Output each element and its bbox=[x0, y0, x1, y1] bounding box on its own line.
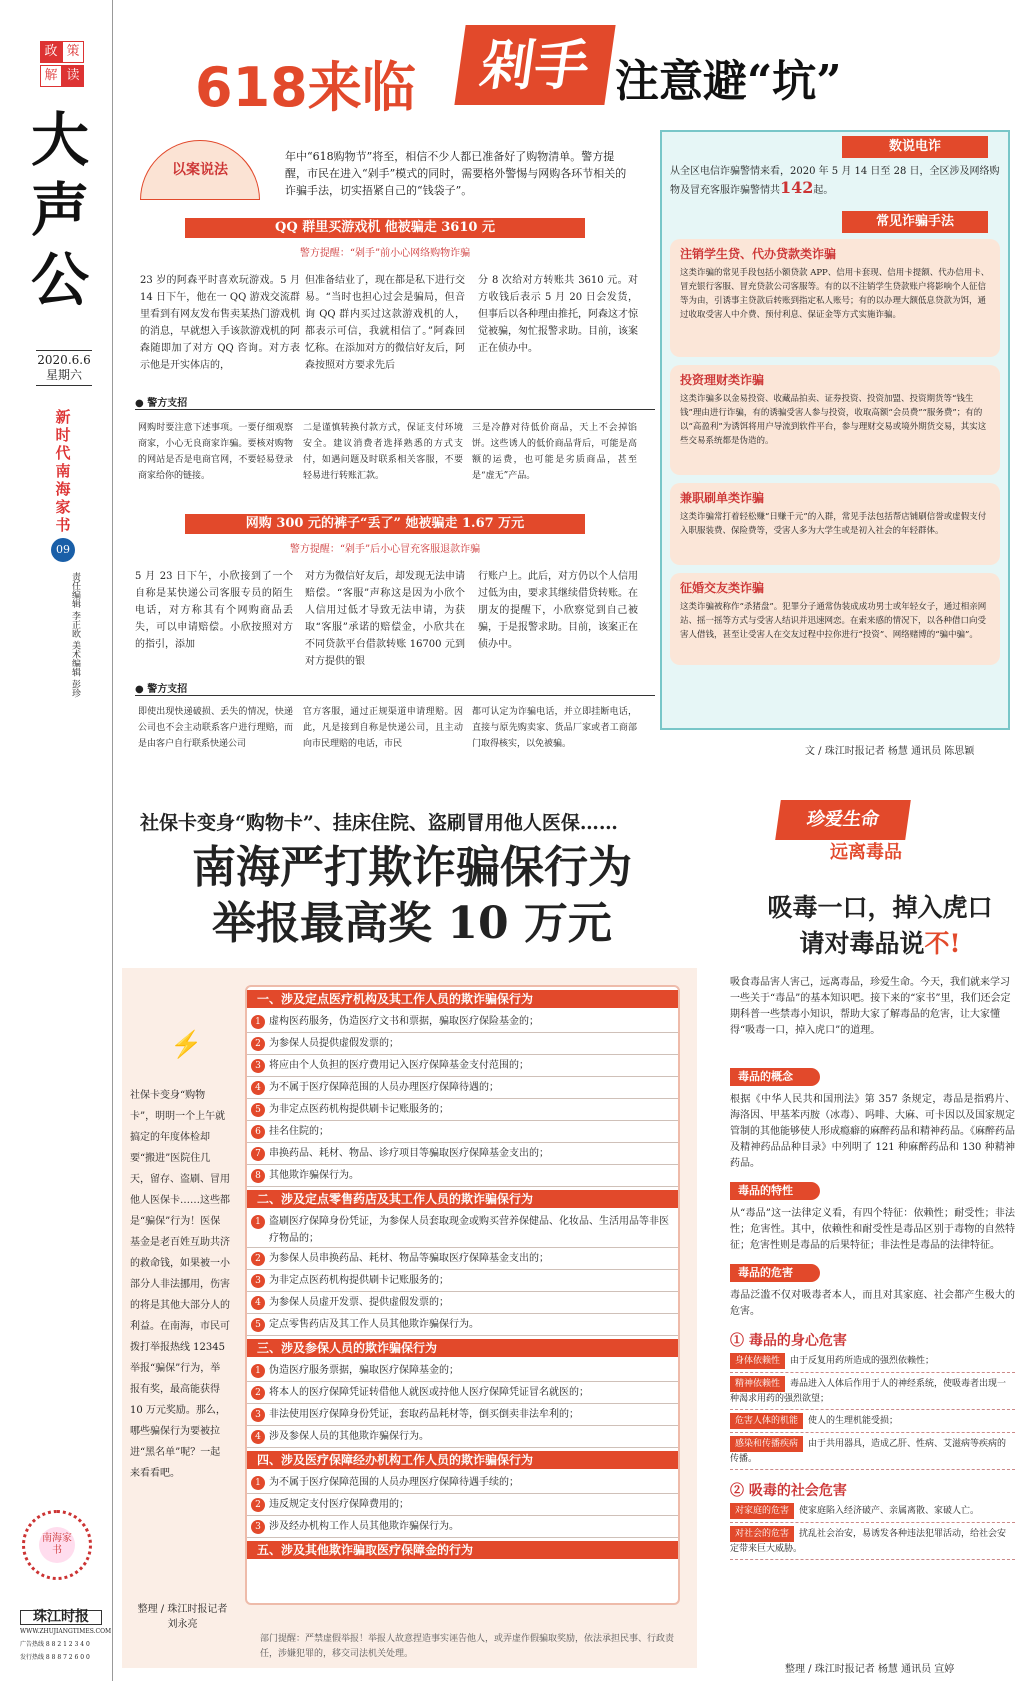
case1-col: 分 8 次给对方转账共 3610 元。对方收钱后表示 5 月 20 日会发货，但事后以各种理由推托，阿森这才惊觉被骗，匆忙报警求助。目前，该案正在侦办中。 bbox=[478, 275, 638, 354]
item-text: 盗刷医疗保障身份凭证，为参保人员套取现金或购买营养保健品、化妆品、生活用品等非医疗物品的； bbox=[269, 1216, 669, 1244]
harm-key: 对家庭的危害 bbox=[730, 1503, 794, 1519]
pol-text: 警方支招 bbox=[147, 684, 188, 695]
scam-card bbox=[670, 483, 1000, 565]
headline-line1: 南海严打欺诈骗保行为 bbox=[192, 842, 632, 893]
concept-tag: 毒品的概念 bbox=[730, 1068, 820, 1086]
section-title: 一、涉及定点医疗机构及其工作人员的欺诈骗保行为 bbox=[247, 990, 678, 1008]
lightning-icon: ⚡ bbox=[170, 1030, 203, 1060]
item-text: 非法使用医疗保障身份凭证，套取药品耗材等，倒买倒卖非法牟利的； bbox=[269, 1409, 579, 1420]
tag-char: 策 bbox=[62, 41, 84, 63]
insurance-subtitle: 社保卡变身“购物卡”、挂床住院、盗刷冒用他人医保…… bbox=[140, 812, 618, 834]
tip-col: 官方客服，通过正规渠道申请理赔。因此，凡是接到自称是快递公司，且主动向市民理赔的电话，市民 bbox=[303, 707, 463, 749]
credit-a: 整理 / 珠江时报记者 bbox=[137, 1604, 228, 1615]
title-char: 大 bbox=[30, 106, 89, 174]
tip-col: 三是冷静对待低价商品，天上不会掉馅饼。这些诱人的低价商品背后，可能是高额的运费，也可能是劣质商品，甚至是“虚无”产品。 bbox=[472, 423, 637, 481]
title-char: 声 bbox=[30, 176, 89, 244]
page-number: 09 bbox=[51, 538, 75, 562]
tag-char: 政 bbox=[40, 41, 62, 63]
scam-title: 注销学生贷、代办贷款类诈骗 bbox=[680, 247, 837, 261]
footer-name: 珠江时报 bbox=[20, 1610, 102, 1625]
drug-h2-red: 不! bbox=[924, 929, 961, 958]
tip-col: 二是谨慎转换付款方式，保证支付环境安全。建议消费者选择熟悉的方式支付，如遇问题及时联系相关客服，不要轻易进行转账汇款。 bbox=[303, 423, 463, 481]
tag-char: 读 bbox=[62, 65, 84, 87]
headline-cart: 剁手 bbox=[454, 25, 615, 105]
item-text: 虚构医药服务，伪造医疗文书和票据，骗取医疗保险基金的； bbox=[269, 1016, 539, 1027]
insurance-headline bbox=[162, 840, 662, 952]
list-item: 2 为参保人员提供虚假发票的； bbox=[247, 1033, 678, 1055]
item-text: 为非定点医药机构提供刷卡记账服务的； bbox=[269, 1104, 449, 1115]
item-text: 为参保人员串换药品、耗材、物品等骗取医疗保障基金支出的； bbox=[269, 1253, 549, 1264]
insurance-credit bbox=[130, 1602, 235, 1632]
item-text: 涉及经办机构工作人员其他欺诈骗保行为。 bbox=[269, 1521, 459, 1532]
item-text: 违反规定支付医疗保障费用的； bbox=[269, 1499, 409, 1510]
drug-logo: 珍爱生命 bbox=[775, 800, 911, 840]
list-item: 3 非法使用医疗保障身份凭证，套取药品耗材等，倒买倒卖非法牟利的； bbox=[247, 1404, 678, 1426]
footer-url: WWW.ZHUJIANGTIMES.COM bbox=[20, 1628, 112, 1635]
harm-key: 精神依赖性 bbox=[730, 1376, 785, 1392]
masthead-title bbox=[30, 105, 90, 315]
scam-text: 这类诈骗多以金易投资、收藏品拍卖、证券投资、投资加盟、投资期货等“钱生钱”理由进行诈骗，有的诱骗受害人参与投资，收取高额“会员费”“服务费”；有的以“高盈利”为诱饵将用户导流到软件平台，参与理财交易或境外期货交易，其实这些交易系统都是伪造的。 bbox=[680, 394, 987, 446]
list-item: 8 其他欺诈骗保行为。 bbox=[247, 1165, 678, 1187]
section-title: 五、涉及其他欺诈骗取医疗保障金的行为 bbox=[247, 1541, 678, 1559]
list-item: 3 将应由个人负担的医疗费用记入医疗保障基金支付范围的； bbox=[247, 1055, 678, 1077]
drug-h2: 请对毒品说 bbox=[799, 929, 925, 958]
case1-col: 但准备结业了，现在都是私下进行交易。“当时也担心过会是骗局，但音询 QQ 群内买过这款游戏机的人，都表示可信，我就相信了。”阿森回忆称。在添加对方的微信好友后，阿森按照对方要求先后 bbox=[305, 275, 465, 371]
title-char: 公 bbox=[30, 246, 89, 314]
case2-warn: 警方提醒：“剁手”后小心冒充客服退款诈骗 bbox=[289, 544, 481, 555]
scam-card bbox=[670, 365, 1000, 475]
credit: 文 / 珠江时报记者 杨慧 通讯员 陈思颖 bbox=[805, 746, 975, 757]
issue-date bbox=[36, 350, 92, 386]
scam-title: 兼职刷单类诈骗 bbox=[680, 491, 765, 505]
item-text: 将应由个人负担的医疗费用记入医疗保障基金支付范围的； bbox=[269, 1060, 529, 1071]
drug-body bbox=[730, 1068, 1015, 1560]
fraud-list bbox=[245, 985, 680, 1605]
list-item: 1 为不属于医疗保障范围的人员办理医疗保障待遇手续的； bbox=[247, 1472, 678, 1494]
concept-text: 根据《中华人民共和国刑法》第 357 条规定，毒品是指鸦片、海洛因、甲基苯丙胺（冰毒）、吗啡、大麻、可卡因以及国家规定管制的其他能够使人形成瘾癖的麻醉药品和精神药品。《麻醉药品及精神药品品种目录》中列明了 121 种麻醉药品和 130 种精神药品。 bbox=[730, 1094, 1015, 1169]
common-title: 常见诈骗手法 bbox=[842, 211, 988, 233]
case2-title: 网购 300 元的裤子“丢了” 她被骗走 1.67 万元 bbox=[185, 514, 585, 534]
scam-text: 这类诈骗被称作“杀猪盘”。犯罪分子通常伪装成成功男士或年轻女子，通过相亲网站、摇一摇等方式与受害人结识并迅速网恋。在索来感的情况下，以各种借口向受害人借钱，甚至让受害人在交友过程中拉你进行“投资”、网络赌博的“骗中骗”。 bbox=[680, 602, 987, 640]
credit-b: 刘永亮 bbox=[167, 1619, 198, 1630]
harm-row bbox=[730, 1350, 1015, 1373]
item-text: 挂名住院的； bbox=[269, 1126, 329, 1137]
harm-row bbox=[730, 1410, 1015, 1433]
insurance-note: 部门提醒：严禁虚假举报！举报人故意捏造事实诬告他人，或弄虚作假骗取奖励，依法承担民事、行政责任，涉嫌犯罪的，移交司法机关处理。 bbox=[260, 1634, 675, 1659]
harm-val: 毒品进入人体后作用于人的神经系统，使吸毒者出现一种渴求用药的强烈欲望； bbox=[730, 1379, 1007, 1404]
insurance-intro: 社保卡变身“购物卡”，明明一个上午就搞定的年度体检却要“搬进”医院住几天，留存、盗刷、冒用他人医保卡……这些都是“骗保”行为！医保基金是老百姓互助共济的救命钱，如果被一小部分人非法挪用，伤害的将是其他大部分人的利益。在南海，市民可拨打举报热线 12345 举报“骗保”行为，举报有奖，最高能获得 10 万元奖励。那么，哪些骗保行为要被拉进“黑名单”呢？一起来看看吧。 bbox=[130, 1090, 230, 1479]
footer-ad: 广告热线 8 8 2 1 2 3 4 0 bbox=[20, 1641, 90, 1648]
drug-credit: 整理 / 珠江时报记者 杨慧 通讯员 宣婷 bbox=[785, 1664, 955, 1675]
item-text: 为参保人员虚开发票、提供虚假发票的； bbox=[269, 1297, 449, 1308]
harm-row bbox=[730, 1523, 1015, 1560]
police-tip-label: ● 警方支招 bbox=[135, 680, 655, 696]
lede: 年中“618购物节”将至，相信不少人都已准备好了购物清单。警方提醒，市民在进入“剁手”模式的同时，需要格外警惕与网购各环节相关的诈骗手法，切实捂紧自己的“钱袋子”。 bbox=[285, 150, 627, 197]
qr-code-icon[interactable] bbox=[22, 1510, 92, 1580]
data-title: 数说电诈 bbox=[842, 136, 988, 158]
list-item: 4 为不属于医疗保障范围的人员办理医疗保障待遇的； bbox=[247, 1077, 678, 1099]
harm-key: 危害人体的机能 bbox=[730, 1413, 803, 1429]
column-rule bbox=[112, 0, 113, 1681]
list-item: 6 挂名住院的； bbox=[247, 1121, 678, 1143]
list-item: 5 定点零售药店及其工作人员其他欺诈骗保行为。 bbox=[247, 1314, 678, 1336]
drug-logo-sub: 远离毒品 bbox=[830, 842, 902, 863]
scam-title: 投资理财类诈骗 bbox=[680, 373, 765, 387]
list-item: 5 为非定点医药机构提供刷卡记账服务的； bbox=[247, 1099, 678, 1121]
list-item: 1 盗刷医疗保障身份凭证，为参保人员套取现金或购买营养保健品、化妆品、生活用品等非医疗物品的； bbox=[247, 1211, 678, 1248]
harm-val: 扰乱社会治安，易诱发各种违法犯罪活动，给社会安定带来巨大威胁。 bbox=[730, 1529, 1007, 1554]
date-text: 2020.6.6 bbox=[37, 353, 91, 367]
footer-dist: 发行热线 8 8 8 7 2 6 0 0 bbox=[20, 1654, 90, 1661]
pol-text: 警方支招 bbox=[147, 398, 188, 409]
headline-line2: 举报最高奖 10 万元 bbox=[212, 898, 612, 949]
list-item: 2 将本人的医疗保障凭证转借他人就医或持他人医疗保障凭证冒名就医的； bbox=[247, 1382, 678, 1404]
section-title: 二、涉及定点零售药店及其工作人员的欺诈骗保行为 bbox=[247, 1190, 678, 1208]
data-text-b: 起。 bbox=[813, 185, 834, 196]
tag-char: 解 bbox=[40, 65, 62, 87]
item-text: 伪造医疗服务票据，骗取医疗保障基金的； bbox=[269, 1365, 459, 1376]
editors: 责任编辑 李正欧 美术编辑 彭珍 bbox=[70, 572, 80, 698]
list-item: 7 串换药品、耗材、物品、诊疗项目等骗取医疗保障基金支出的； bbox=[247, 1143, 678, 1165]
harm-key: 感染和传播疾病 bbox=[730, 1436, 803, 1452]
tip-col: 即使出现快递破损、丢失的情况，快递公司也不会主动联系客户进行理赔，而是由客户自行联系快递公司 bbox=[138, 707, 293, 749]
data-text-a: 从全区电信诈骗警情来看，2020 年 5 月 14 日至 28 日，全区涉及网络购物及冒充客服诈骗警情共 bbox=[670, 166, 1000, 196]
case2-col: 对方为微信好友后，却发现无法申请赔偿。“客服”声称这是因为小欣个人信用过低才导致无法申请，为获取“客服”承诺的赔偿金，小欣共在不同贷款平台借款转账 16700 元到对方提供的银 bbox=[305, 571, 465, 667]
tip-col: 网购时要注意下述事项。一要仔细观察商家，小心无良商家诈骗。要核对购物的网站是否是电商官网，不要轻易登录商家给你的链接。 bbox=[138, 423, 293, 481]
item-text: 为不属于医疗保障范围的人员办理医疗保障待遇手续的； bbox=[269, 1477, 519, 1488]
body-harm-title: ① 毒品的身心危害 bbox=[730, 1333, 847, 1349]
item-text: 涉及参保人员的其他欺诈骗保行为。 bbox=[269, 1431, 429, 1442]
series-name: 新时代南海家书 bbox=[55, 408, 71, 534]
police-tip-label: ● 警方支招 bbox=[135, 394, 655, 410]
harm-key: 身体依赖性 bbox=[730, 1353, 785, 1369]
drug-intro: 吸食毒品害人害己，远离毒品，珍爱生命。今天，我们就来学习一些关于“毒品”的基本知识吧。接下来的“家书”里，我们还会定期科普一些禁毒小知识，帮助大家了解毒品的危害，让大家懂得“吸毒一口，掉入虎口”的道理。 bbox=[730, 977, 1011, 1036]
case1-title: QQ 群里买游戏机 他被骗走 3610 元 bbox=[185, 218, 585, 238]
section-title: 四、涉及医疗保障经办机构工作人员的欺诈骗保行为 bbox=[247, 1451, 678, 1469]
list-item: 4 涉及参保人员的其他欺诈骗保行为。 bbox=[247, 1426, 678, 1448]
case2-col: 行账户上。此后，对方仍以个人信用过低为由，要求其继续借贷转账。在朋友的提醒下，小欣察觉到自己被骗，于是报警求助。目前，该案正在侦办中。 bbox=[478, 571, 638, 650]
tip-col: 都可认定为诈骗电话，并立即挂断电话，直接与原先购卖家、货品厂家或者工商部门取得核实，以免被骗。 bbox=[472, 707, 637, 749]
case1-col: 23 岁的阿森平时喜欢玩游戏。5 月 14 日下午，他在一 QQ 游戏交流群里看到有网友发布售卖某热门游戏机的消息，早就想入手该款游戏机的阿森随即加了对方 QQ 咨询。对方表示他是开实体店的， bbox=[140, 275, 300, 371]
drug-headline bbox=[740, 890, 1020, 962]
fan-icon: 以案说法 bbox=[140, 140, 260, 200]
scam-title: 征婚交友类诈骗 bbox=[680, 581, 765, 595]
qr-label: 南海家书 bbox=[39, 1527, 75, 1563]
drug-h1: 吸毒一口，掉入虎口 bbox=[767, 893, 993, 922]
harm-tag: 毒品的危害 bbox=[730, 1264, 820, 1282]
case2-col: 5 月 23 日下午，小欣接到了一个自称是某快递公司客服专员的陌生电话，对方称其有个网购商品丢失，可以申请赔偿。小欣按照对方的指引，添加 bbox=[135, 571, 293, 650]
harm-val: 使家庭陷入经济破产、亲属离散、家破人亡。 bbox=[799, 1506, 980, 1516]
harm-val: 由于反复用药所造成的强烈依赖性； bbox=[790, 1356, 935, 1366]
list-item: 3 为非定点医药机构提供刷卡记账服务的； bbox=[247, 1270, 678, 1292]
headline-618: 618来临 bbox=[195, 56, 416, 119]
list-item: 1 伪造医疗服务票据，骗取医疗保障基金的； bbox=[247, 1360, 678, 1382]
harm-val: 使人的生理机能受损； bbox=[808, 1416, 899, 1426]
section-tag bbox=[40, 40, 88, 88]
list-item: 2 违反规定支付医疗保障费用的； bbox=[247, 1494, 678, 1516]
footer-logo bbox=[20, 1609, 112, 1664]
list-item: 4 为参保人员虚开发票、提供虚假发票的； bbox=[247, 1292, 678, 1314]
item-text: 为不属于医疗保障范围的人员办理医疗保障待遇的； bbox=[269, 1082, 499, 1093]
list-item: 2 为参保人员串换药品、耗材、物品等骗取医疗保障基金支出的； bbox=[247, 1248, 678, 1270]
social-harm-title: ② 吸毒的社会危害 bbox=[730, 1483, 847, 1499]
side-box bbox=[660, 130, 1010, 730]
traits-tag: 毒品的特性 bbox=[730, 1182, 820, 1200]
data-text bbox=[662, 158, 1008, 205]
data-number: 142 bbox=[780, 178, 814, 197]
harm-row bbox=[730, 1433, 1015, 1470]
harm-row bbox=[730, 1373, 1015, 1410]
item-text: 定点零售药店及其工作人员其他欺诈骗保行为。 bbox=[269, 1319, 479, 1330]
scam-text: 这类诈骗常打着轻松赚“日赚千元”的入群，常见手法包括帮店铺刷信誉或虚假支付入职服装费、保险费等，受害人多为大学生或是初入社会的年轻群体。 bbox=[680, 512, 987, 536]
harm-val: 由于共用器具，造成乙肝、性病、艾滋病等疾病的传播。 bbox=[730, 1439, 1007, 1464]
scam-card bbox=[670, 573, 1000, 665]
harm-text: 毒品泛滥不仅对吸毒者本人，而且对其家庭、社会都产生极大的危害。 bbox=[730, 1290, 1015, 1317]
item-text: 为非定点医药机构提供刷卡记账服务的； bbox=[269, 1275, 449, 1286]
harm-row bbox=[730, 1500, 1015, 1523]
section-title: 三、涉及参保人员的欺诈骗保行为 bbox=[247, 1339, 678, 1357]
scam-card bbox=[670, 239, 1000, 357]
scam-text: 这类诈骗的常见手段包括小额贷款 APP、信用卡套现、信用卡提额、代办信用卡、冒充银行客服、冒充贷款公司客服等。有的以不注销学生贷款账户将影响个人征信等为由，引诱事主贷款后转账到指定私人账号；有的以办理大额低息贷款为饵，通过收取受害人中介费、预付利息、保证金等方式实施诈骗。 bbox=[680, 268, 990, 320]
item-text: 串换药品、耗材、物品、诊疗项目等骗取医疗保障基金支出的； bbox=[269, 1148, 549, 1159]
item-text: 为参保人员提供虚假发票的； bbox=[269, 1038, 399, 1049]
body-harm-text: 毒品的身心危害 bbox=[748, 1333, 847, 1349]
headline-rest: 注意避“坑” bbox=[615, 56, 842, 107]
social-harm-text: 吸毒的社会危害 bbox=[748, 1483, 847, 1499]
list-item: 3 涉及经办机构工作人员其他欺诈骗保行为。 bbox=[247, 1516, 678, 1538]
item-text: 其他欺诈骗保行为。 bbox=[269, 1170, 359, 1181]
list-item: 1 虚构医药服务，伪造医疗文书和票据，骗取医疗保险基金的； bbox=[247, 1011, 678, 1033]
case1-warn: 警方提醒：“剁手”前小心网络购物诈骗 bbox=[299, 248, 471, 259]
harm-key: 对社会的危害 bbox=[730, 1526, 794, 1542]
item-text: 将本人的医疗保障凭证转借他人就医或持他人医疗保障凭证冒名就医的； bbox=[269, 1387, 589, 1398]
weekday-text: 星期六 bbox=[45, 368, 82, 382]
traits-text: 从“毒品”这一法律定义看，有四个特征：依赖性；耐受性；非法性；危害性。其中，依赖性和耐受性是毒品区别于毒物的自然特征；危害性则是毒品的后果特征；非法性是毒品的法律特征。 bbox=[730, 1208, 1015, 1251]
